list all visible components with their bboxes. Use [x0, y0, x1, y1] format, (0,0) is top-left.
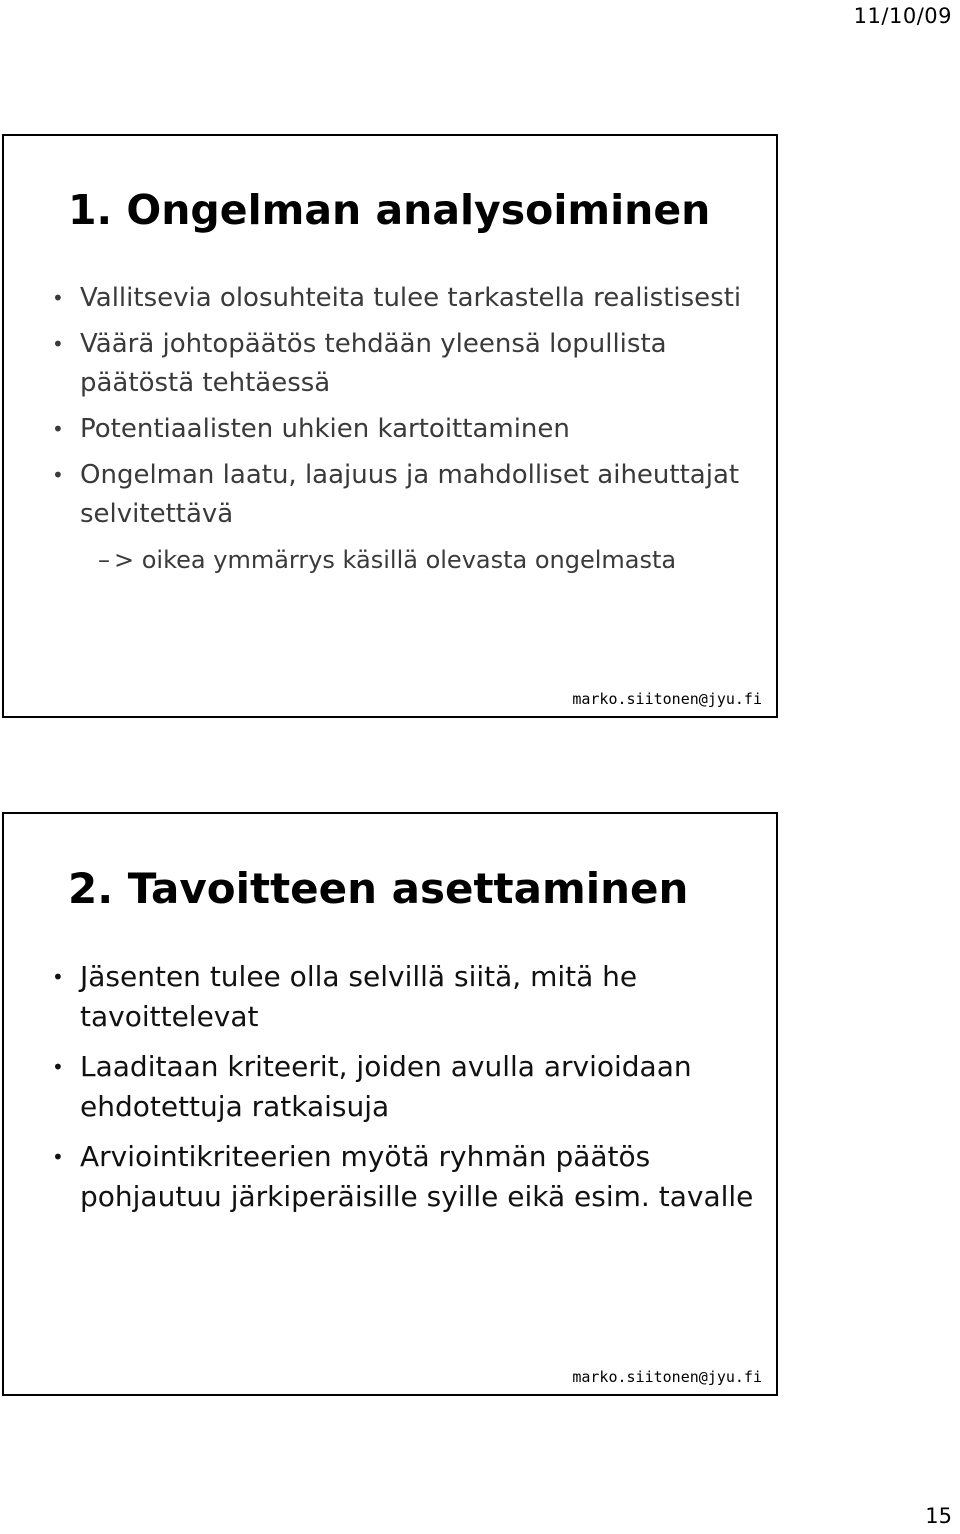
sub-bullet-item: [48, 541, 766, 580]
bullet-item: [48, 456, 766, 534]
bullet-item: [48, 410, 766, 449]
slide-title: 1. Ongelman analysoiminen: [68, 186, 711, 234]
author-email: marko.siitonen@jyu.fi: [572, 690, 762, 708]
sub-bullet-text: > oikea ymmärrys käsillä olevasta ongelmasta: [114, 546, 677, 574]
bullet-text: Potentiaalisten uhkien kartoittaminen: [80, 414, 570, 444]
bullet-list: [48, 279, 766, 580]
bullet-text: Vallitsevia olosuhteita tulee tarkastella realistisesti: [80, 283, 742, 313]
bullet-dot-icon: •: [52, 286, 64, 310]
bullet-dot-icon: •: [52, 463, 64, 487]
bullet-dot-icon: •: [52, 332, 64, 356]
page-date: 11/10/09: [853, 4, 952, 28]
bullet-item: [48, 1137, 766, 1217]
dash-icon: –: [98, 546, 110, 574]
page-number: 15: [925, 1504, 952, 1528]
slide-1: [2, 134, 778, 718]
bullet-dot-icon: •: [52, 965, 64, 989]
bullet-text: Arviointikriteerien myötä ryhmän päätös pohjautuu järkiperäisille syille eikä esim. tavalle: [80, 1140, 754, 1213]
author-email: marko.siitonen@jyu.fi: [572, 1368, 762, 1386]
bullet-dot-icon: •: [52, 417, 64, 441]
bullet-text: Jäsenten tulee olla selvillä siitä, mitä he tavoittelevat: [80, 960, 638, 1033]
slide-2: [2, 812, 778, 1396]
bullet-list: [48, 957, 766, 1227]
bullet-item: [48, 279, 766, 318]
slide-title: 2. Tavoitteen asettaminen: [68, 864, 689, 913]
bullet-text: Väärä johtopäätös tehdään yleensä lopullista päätöstä tehtäessä: [80, 329, 667, 398]
bullet-dot-icon: •: [52, 1055, 64, 1079]
bullet-item: [48, 1047, 766, 1127]
bullet-text: Ongelman laatu, laajuus ja mahdolliset aiheuttajat selvitettävä: [80, 460, 740, 529]
bullet-item: [48, 325, 766, 403]
bullet-text: Laaditaan kriteerit, joiden avulla arvioidaan ehdotettuja ratkaisuja: [80, 1050, 692, 1123]
bullet-item: [48, 957, 766, 1037]
bullet-dot-icon: •: [52, 1145, 64, 1169]
